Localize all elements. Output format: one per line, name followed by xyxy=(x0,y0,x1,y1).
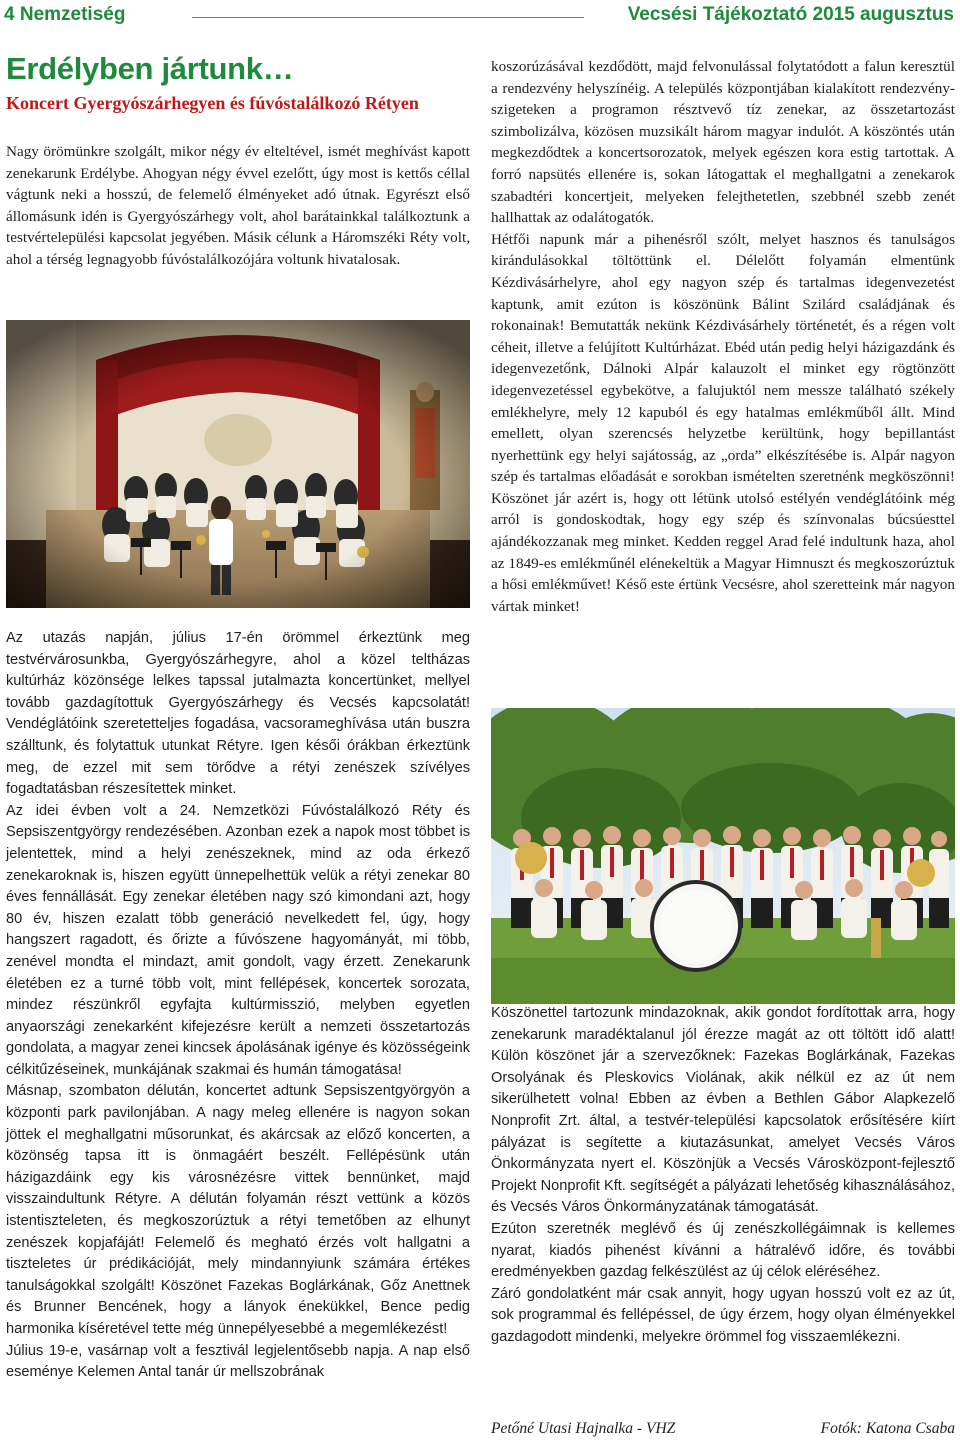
article-subtitle: Koncert Gyergyószárhegyen és fúvóstalálkozó Rétyen xyxy=(6,93,419,113)
concert-hall-photo xyxy=(6,320,470,608)
author-name: Petőné Utasi Hajnalka - VHZ xyxy=(491,1420,676,1437)
concert-hall-image xyxy=(6,320,470,608)
article-body-right-bottom: Köszönettel tartozunk mindazoknak, akik gondot fordítottak arra, hogy zenekarunk maradéktalanul jól érezze magát az ott töltött idő alatt! Külön köszönet jár a szervezőknek: Fazekas Boglárkának, Fazekas Orsolyának és Pleskovics Violának, akik nélkül ez az út nem sikerülhetett volna! Ebben az évben a Bethlen Gábor Alapkezelő Nonprofit Zrt. által, a testvér-települési kapcsolatok erősítésére kiírt pályázat is segítette a kiutazásunkat, amelyet Vecsés Város Önkormányzata nyert el. Köszönjük a Vecsés Városközpont-fejlesztő Projekt Nonprofit Kft. segítségét a pályázati lehetőség kihasználásához, és Vecsés Város Önkormányzatának támogatását. Ezúton szeretnék meglévő és új zenészkollégáimnak is kellemes nyarat, kiadós pihenést kívánni a hátralévő időre, és további eredményekben gazdag felkészülést az új célok eléréséhez. Záró gondolatként már csak annyit, hogy ugyan hosszú volt ez az út, sok programmal és fellépéssel, de úgy érzem, hogy olyan élményekkel gazdagodott mindenki, melyekre örömmel fog visszaemlékezni. xyxy=(491,1005,955,1345)
publication-label: Vecsési Tájékoztató 2015 augusztus xyxy=(627,4,954,25)
article-intro: Nagy örömünkre szolgált, mikor négy év elteltével, ismét meghívást kapott zenekarunk Erdélybe. Ahogyan négy évvel ezelőtt, úgy most is kettős céllal vágtunk neki a hosszú, de felemelő élményeket adó útnak. Egyrészt első állomásunk idén is Gyergyószárhegy volt, ahol barátainkkal találkoztunk a testvértelepülési kapcsolat jegyében. Másik célunk a Háromszéki Réty volt, ahol a térség legnagyobb fúvóstalálkozójára voltunk hivatalosak. xyxy=(6,143,470,268)
header-rule xyxy=(192,17,584,18)
article-body-left: Az utazás napján, július 17-én örömmel érkeztünk meg testvérvárosunkba, Gyergyószárhegyre, ahol a közel teltházas kultúrház közönsége lelkes tapssal jutalmazta koncertünket, mellyel tovább gazdagítottuk Gyergyószárhegy és Vecsés kapcsolatát! Vendéglátóink szeretetteljes fogadása, vacsorameghívása után buszra szálltunk, és folytattuk utunkat Rétyre. Igen késői órákban érkeztünk meg, de ezzel mit sem törődve a rétyi zenészek szívélyes fogadtatásban részesítettek minket. Az idei évben volt a 24. Nemzetközi Fúvóstalálkozó Réty és Sepsiszentgyörgy rendezésében. Azonban ezek a napok most többet is jelentettek, mind a helyi zenészeknek, mind az oda érkező zenekaroknak is, hiszen együtt ünnepelhettük velük a rétyi zenekar 80 éves fennállását. Egy zenekar életében nagy szó kimondani azt, hogy 80 év, hiszen ezalatt több generáció nevelkedett fel, úgy, hogy hangszert ragadott, és őrizte a fúvószene hagyományát, mi több, zenével mondta el mindazt, amit gondolt, vagy érzett. Zenekarunk életében ez a turné több volt, mint fellépések, koncertek sorozata, mindez részünkről egyfajta kultúrmisszió, melyben egyetlen anyaországi zenekarként kifejezésre került a nemzeti összetartozás gondolata, a magyar zenei kincsek ápolásának igénye és közösségeink célkitűzéseinek, munkájának szakmai és humán támogatása! Másnap, szombaton délután, koncertet adtunk Sepsiszentgyörgyön a központi park pavilonjában. A nagy meleg ellenére is nagyon sokan jöttek el meghallgatni műsorunkat, és akárcsak az előző koncerten, a közönség tapsa itt is önmagáért beszélt. Fellépésünk után házigazdáink egy kis városnézésre vittek bennünket, majd visszaindultunk Rétyre. A délután folyamán részt vettünk a közös istentiszteleten, és megkoszorúztuk a rétyi temetőben az elhunyt zenészek kopjafáját! Felemelő és megható érzés volt hallgatni a tiszteletes úr prédikációját, mely mindannyiunk számára értékes tanulságokkal szolgált! Köszönet Fazekas Boglárkának, Gőz Anettnek és Brunner Bencének, hogy a lányok énekükkel, Bence pedig harmonika kíséretével tette még ünnepélyesebbé a megemlékezést! Július 19-e, vasárnap volt a fesztivál legjelentősebb napja. A nap első eseménye Kelemen Antal tanár úr mellszobrának xyxy=(6,630,470,1381)
article-credits xyxy=(491,1420,955,1444)
band-group-image xyxy=(491,708,955,1004)
band-group-photo xyxy=(491,708,955,1004)
article-body-right-top: koszorúzásával kezdődött, majd felvonulással folytatódott a falun keresztül a rendezvény helyszínéig. A település központjában kialakított rendezvény-szigeteken a programon résztvevő tíz zenekar, az összetartozást szimbolizálva, közösen muzsikált három magyar indulót. A köszöntés után megkezdődtek a koncertsorozatok, melyek egészen kora estig tartottak. A forró napsütés ellenére is, sokan látogattak el meghallgatni a zenekarok szabadtéri koncertjeit, melyeken felejthetetlen, szebbnél szebb zenét hallhattak az odalátogatók. Hétfői napunk már a pihenésről szólt, melyet hasznos és tanulságos kirándulásokkal töltöttünk el. Délelőtt folyamán elmentünk Kézdivásárhelyre, ahol egy nagyon szép és tartalmas idegenvezetést kaptunk, amit ezúton is köszönünk Bálint Szilárd családjának és rokonainak! Bemutatták nekünk Kézdivásárhely történetét, és a régen volt céheit, illetve a felújított Kultúrházat. Ebéd után pedig helyi házigazdánk és idegenvezetőnk, Dálnoki Alpár kalauzolt el minket egy rögtönzött idegenvezetéssel egybekötve, a falujuktól nem messze található székely emlékhelyre, mely 12 kapuból és egy hatalmas emlékműből állt. Mind emellett, olyan szerencsés helyzetbe kerültünk, hogy bepillantást nyerhettünk egy helyi sajátosság, az „orda” elkészítésébe is. Alpár nagyon szép és tartalmas előadását e sorokban ismételten szeretnénk megköszönni! Köszönet jár azért is, hogy ott létünk utolsó estélyén vendéglátóink még arról is gondoskodtak, hogy egy szép és színvonalas búcsúesttel ajándékozzanak meg minket. Kedden reggel Arad felé indultunk haza, ahol az 1849-es emlékműnél elénekeltük a Magyar Himnuszt és megkoszorúztuk a hősi emlékművet! Késő este értünk Vecsésre, ahol szeretteink már nagyon vártak minket! xyxy=(491,58,955,615)
section-label: 4 Nemzetiség xyxy=(4,4,126,25)
page-header xyxy=(4,0,956,36)
photo-credit: Fotók: Katona Csaba xyxy=(820,1420,955,1437)
article-title: Erdélyben jártunk… xyxy=(6,51,294,86)
